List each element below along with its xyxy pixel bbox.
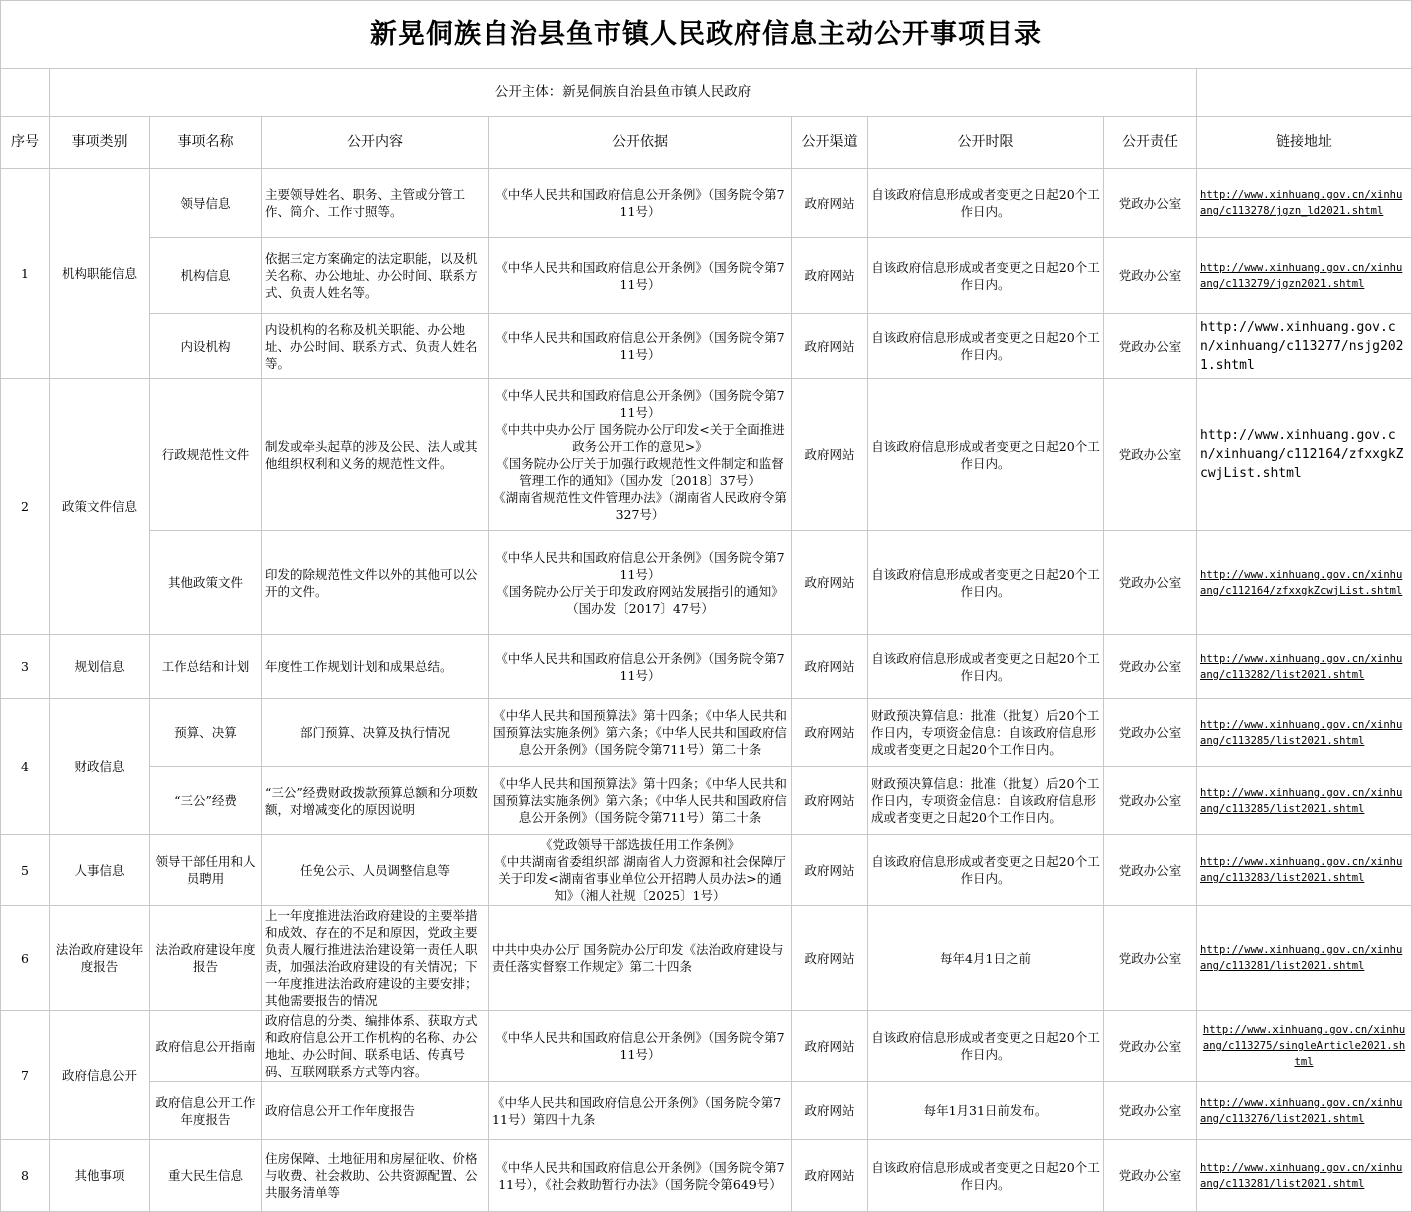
item-link-cell (1197, 314, 1412, 379)
table-row (1, 767, 1412, 835)
item-link-cell (1197, 635, 1412, 699)
header-basis: 公开依据 (489, 117, 792, 169)
item-link-cell (1197, 835, 1412, 906)
item-content: 政府信息的分类、编排体系、获取方式和政府信息公开工作机构的名称、办公地址、办公时间、联系电话、传真号码、互联网联系方式等内容。 (262, 1011, 489, 1082)
item-channel: 政府网站 (792, 1082, 868, 1140)
item-category: 其他事项 (50, 1140, 150, 1212)
item-responsibility: 党政办公室 (1104, 1140, 1197, 1212)
basis-line: 《党政领导干部选拔任用工作条例》 (539, 837, 740, 852)
item-link[interactable]: http://www.xinhuang.gov.cn/xinhuang/c112164/zfxxgkZcwjList.shtml (1200, 428, 1404, 481)
item-content: 年度性工作规划计划和成果总结。 (262, 635, 489, 699)
item-basis (489, 238, 792, 314)
item-number: 7 (1, 1011, 50, 1140)
basis-line: 《湖南省规范性文件管理办法》（湖南省人民政府令第327号） (493, 489, 787, 522)
item-link[interactable]: http://www.xinhuang.gov.cn/xinhuang/c112164/zfxxgkZcwjList.shtml (1200, 568, 1403, 597)
item-channel: 政府网站 (792, 314, 868, 379)
table-row (1, 169, 1412, 238)
item-category: 财政信息 (50, 699, 150, 835)
item-link[interactable]: http://www.xinhuang.gov.cn/xinhuang/c113281/list2021.shtml (1200, 1161, 1403, 1190)
item-link-cell (1197, 699, 1412, 767)
basis-line: 《国务院办公厅关于印发政府网站发展指引的通知》（国办发〔2017〕47号） (496, 583, 784, 616)
item-responsibility: 党政办公室 (1104, 531, 1197, 635)
item-link[interactable]: http://www.xinhuang.gov.cn/xinhuang/c113282/list2021.shtml (1200, 652, 1403, 681)
item-link-cell (1197, 1011, 1412, 1082)
header-row (1, 117, 1412, 169)
item-category: 机构职能信息 (50, 169, 150, 379)
item-link[interactable]: http://www.xinhuang.gov.cn/xinhuang/c113276/list2021.shtml (1200, 1096, 1403, 1125)
table-row (1, 1082, 1412, 1140)
item-link-cell (1197, 906, 1412, 1011)
item-category: 法治政府建设年度报告 (50, 906, 150, 1011)
basis-line: 《中华人民共和国预算法》第十四条；《中华人民共和国预算法实施条例》第六条；《中华人民共和国政府信息公开条例》（国务院令第711号）第二十条 (493, 776, 787, 825)
header-category: 事项类别 (50, 117, 150, 169)
item-basis (489, 169, 792, 238)
item-channel: 政府网站 (792, 169, 868, 238)
item-name: 政府信息公开工作年度报告 (150, 1082, 262, 1140)
item-name: 预算、决算 (150, 699, 262, 767)
item-time-limit: 自该政府信息形成或者变更之日起20个工作日内。 (868, 169, 1104, 238)
item-content: 依据三定方案确定的法定职能，以及机关名称、办公地址、办公时间、联系方式、负责人姓名等。 (262, 238, 489, 314)
table-row (1, 1011, 1412, 1082)
item-time-limit: 自该政府信息形成或者变更之日起20个工作日内。 (868, 238, 1104, 314)
basis-line: 《中华人民共和国政府信息公开条例》（国务院令第711号） (495, 187, 785, 219)
item-link[interactable]: http://www.xinhuang.gov.cn/xinhuang/c113283/list2021.shtml (1200, 856, 1403, 884)
item-responsibility: 党政办公室 (1104, 699, 1197, 767)
basis-line: 《中华人民共和国政府信息公开条例》（国务院令第711号） (495, 650, 785, 683)
item-responsibility: 党政办公室 (1104, 1011, 1197, 1082)
item-category: 人事信息 (50, 835, 150, 906)
item-name: 法治政府建设年度报告 (150, 906, 262, 1011)
item-number: 2 (1, 379, 50, 635)
item-number: 4 (1, 699, 50, 835)
header-channel: 公开渠道 (792, 117, 868, 169)
table-row (1, 1140, 1412, 1212)
item-category: 政府信息公开 (50, 1011, 150, 1140)
item-name: 工作总结和计划 (150, 635, 262, 699)
item-responsibility: 党政办公室 (1104, 169, 1197, 238)
basis-line: 《中华人民共和国政府信息公开条例》（国务院令第711号） (495, 330, 785, 362)
item-number: 8 (1, 1140, 50, 1212)
item-content: 住房保障、土地征用和房屋征收、价格与收费、社会救助、公共资源配置、公共服务清单等 (262, 1140, 489, 1212)
basis-line: 《中华人民共和国政府信息公开条例》（国务院令第711号） (495, 1030, 785, 1062)
item-link[interactable]: http://www.xinhuang.gov.cn/xinhuang/c113277/nsjg2021.shtml (1200, 319, 1404, 373)
item-link-cell (1197, 767, 1412, 835)
item-channel: 政府网站 (792, 699, 868, 767)
item-basis (489, 531, 792, 635)
item-time-limit: 自该政府信息形成或者变更之日起20个工作日内。 (868, 1140, 1104, 1212)
item-content: 内设机构的名称及机关职能、办公地址、办公时间、联系方式、负责人姓名等。 (262, 314, 489, 379)
item-basis (489, 1011, 792, 1082)
item-link[interactable]: http://www.xinhuang.gov.cn/xinhuang/c113281/list2021.shtml (1200, 944, 1403, 972)
item-channel: 政府网站 (792, 1140, 868, 1212)
item-link-cell (1197, 169, 1412, 238)
page-title: 新晃侗族自治县鱼市镇人民政府信息主动公开事项目录 (1, 1, 1412, 69)
basis-line: 《中华人民共和国政府信息公开条例》（国务院令第711号）第四十九条 (492, 1094, 782, 1127)
item-time-limit: 自该政府信息形成或者变更之日起20个工作日内。 (868, 379, 1104, 531)
basis-line: 《中共湖南省委组织部 湖南省人力资源和社会保障厅关于印发<湖南省事业单位公开招聘人员办法>的通知》（湘人社规〔2025〕1号） (494, 854, 786, 903)
item-name: 领导信息 (150, 169, 262, 238)
item-basis (489, 835, 792, 906)
item-link[interactable]: http://www.xinhuang.gov.cn/xinhuang/c113275/singleArticle2021.shtml (1202, 1024, 1406, 1068)
table-row (1, 699, 1412, 767)
basis-line: 《国务院办公厅关于加强行政规范性文件制定和监督管理工作的通知》（国办发〔2018〕37号） (496, 455, 784, 488)
header-responsibility: 公开责任 (1104, 117, 1197, 169)
item-basis (489, 1140, 792, 1212)
item-responsibility: 党政办公室 (1104, 1082, 1197, 1140)
item-time-limit: 自该政府信息形成或者变更之日起20个工作日内。 (868, 835, 1104, 906)
item-name: 机构信息 (150, 238, 262, 314)
item-content: 任免公示、人员调整信息等 (262, 835, 489, 906)
item-name: “三公”经费 (150, 767, 262, 835)
item-content: 部门预算、决算及执行情况 (262, 699, 489, 767)
basis-line: 《中华人民共和国政府信息公开条例》（国务院令第711号） (495, 549, 785, 582)
item-time-limit: 自该政府信息形成或者变更之日起20个工作日内。 (868, 314, 1104, 379)
item-link-cell (1197, 1140, 1412, 1212)
item-content: 制发或牵头起草的涉及公民、法人或其他组织权利和义务的规范性文件。 (262, 379, 489, 531)
item-responsibility: 党政办公室 (1104, 635, 1197, 699)
item-name: 行政规范性文件 (150, 379, 262, 531)
item-time-limit: 自该政府信息形成或者变更之日起20个工作日内。 (868, 635, 1104, 699)
item-number: 5 (1, 835, 50, 906)
item-time-limit: 财政预决算信息：批准（批复）后20个工作日内，专项资金信息：自该政府信息形成或者变更之日起20个工作日内。 (868, 699, 1104, 767)
subject-label: 公开主体：新晃侗族自治县鱼市镇人民政府 (50, 69, 1197, 117)
item-link-cell (1197, 238, 1412, 314)
item-link[interactable]: http://www.xinhuang.gov.cn/xinhuang/c113279/jgzn2021.shtml (1200, 261, 1403, 290)
item-basis (489, 635, 792, 699)
item-time-limit: 财政预决算信息：批准（批复）后20个工作日内，专项资金信息：自该政府信息形成或者变更之日起20个工作日内。 (868, 767, 1104, 835)
item-link-cell (1197, 531, 1412, 635)
basis-line: 《中华人民共和国预算法》第十四条；《中华人民共和国预算法实施条例》第六条；《中华人民共和国政府信息公开条例》（国务院令第711号）第二十条 (493, 708, 787, 757)
header-link: 链接地址 (1197, 117, 1412, 169)
item-link[interactable]: http://www.xinhuang.gov.cn/xinhuang/c113285/list2021.shtml (1200, 718, 1403, 747)
item-responsibility: 党政办公室 (1104, 767, 1197, 835)
item-channel: 政府网站 (792, 635, 868, 699)
item-link-cell (1197, 1082, 1412, 1140)
blank-cell (1, 69, 50, 117)
item-responsibility: 党政办公室 (1104, 314, 1197, 379)
item-channel: 政府网站 (792, 767, 868, 835)
item-content: 主要领导姓名、职务、主管或分管工作、简介、工作寸照等。 (262, 169, 489, 238)
item-time-limit: 自该政府信息形成或者变更之日起20个工作日内。 (868, 1011, 1104, 1082)
header-no: 序号 (1, 117, 50, 169)
item-name: 内设机构 (150, 314, 262, 379)
item-time-limit: 自该政府信息形成或者变更之日起20个工作日内。 (868, 531, 1104, 635)
item-responsibility: 党政办公室 (1104, 379, 1197, 531)
item-responsibility: 党政办公室 (1104, 238, 1197, 314)
basis-line: 《中华人民共和国政府信息公开条例》（国务院令第711号） (495, 387, 785, 420)
item-basis (489, 767, 792, 835)
basis-line: 中共中央办公厅 国务院办公厅印发《法治政府建设与责任落实督察工作规定》第二十四条 (492, 942, 784, 974)
item-name: 政府信息公开指南 (150, 1011, 262, 1082)
item-category: 规划信息 (50, 635, 150, 699)
item-channel: 政府网站 (792, 379, 868, 531)
item-number: 3 (1, 635, 50, 699)
item-content: “三公”经费财政拨款预算总额和分项数额，对增减变化的原因说明 (262, 767, 489, 835)
header-content: 公开内容 (262, 117, 489, 169)
table-row (1, 531, 1412, 635)
item-content: 印发的除规范性文件以外的其他可以公开的文件。 (262, 531, 489, 635)
item-basis (489, 906, 792, 1011)
item-responsibility: 党政办公室 (1104, 906, 1197, 1011)
item-name: 领导干部任用和人员聘用 (150, 835, 262, 906)
item-number: 1 (1, 169, 50, 379)
item-channel: 政府网站 (792, 1011, 868, 1082)
item-content: 政府信息公开工作年度报告 (262, 1082, 489, 1140)
item-channel: 政府网站 (792, 238, 868, 314)
item-link[interactable]: http://www.xinhuang.gov.cn/xinhuang/c113278/jgzn_ld2021.shtml (1200, 189, 1403, 217)
table-row (1, 379, 1412, 531)
basis-line: 《中共中央办公厅 国务院办公厅印发<关于全面推进政务公开工作的意见>》 (495, 421, 785, 454)
item-category: 政策文件信息 (50, 379, 150, 635)
table-row (1, 314, 1412, 379)
table-row (1, 635, 1412, 699)
table-row (1, 238, 1412, 314)
table-row (1, 835, 1412, 906)
table-row (1, 906, 1412, 1011)
item-number: 6 (1, 906, 50, 1011)
item-content: 上一年度推进法治政府建设的主要举措和成效、存在的不足和原因，党政主要负责人履行推进法治建设第一责任人职责，加强法治政府建设的有关情况；下一年度推进法治政府建设的主要安排；其他需要报告的情况 (262, 906, 489, 1011)
item-channel: 政府网站 (792, 531, 868, 635)
item-basis (489, 699, 792, 767)
item-responsibility: 党政办公室 (1104, 835, 1197, 906)
item-time-limit: 每年1月31日前发布。 (868, 1082, 1104, 1140)
header-item-name: 事项名称 (150, 117, 262, 169)
item-basis (489, 1082, 792, 1140)
blank-cell (1197, 69, 1412, 117)
item-time-limit: 每年4月1日之前 (868, 906, 1104, 1011)
item-basis (489, 379, 792, 531)
header-time-limit: 公开时限 (868, 117, 1104, 169)
item-link-cell (1197, 379, 1412, 531)
basis-line: 《中华人民共和国政府信息公开条例》（国务院令第711号），《社会救助暂行办法》（国务院令第649号） (495, 1159, 785, 1192)
item-link[interactable]: http://www.xinhuang.gov.cn/xinhuang/c113285/list2021.shtml (1200, 786, 1403, 815)
item-basis (489, 314, 792, 379)
item-name: 重大民生信息 (150, 1140, 262, 1212)
item-name: 其他政策文件 (150, 531, 262, 635)
item-channel: 政府网站 (792, 835, 868, 906)
item-channel: 政府网站 (792, 906, 868, 1011)
basis-line: 《中华人民共和国政府信息公开条例》（国务院令第711号） (495, 259, 785, 292)
